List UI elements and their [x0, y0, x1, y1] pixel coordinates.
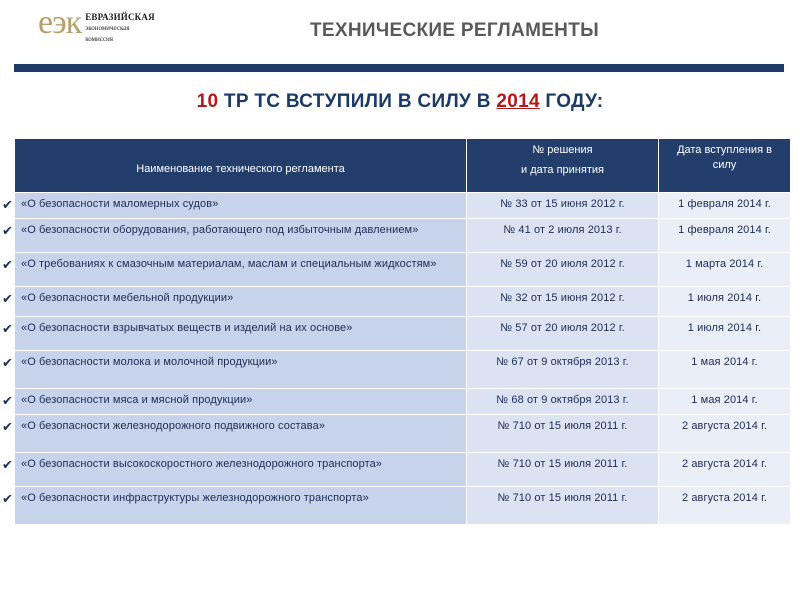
table-row	[15, 287, 791, 317]
regulation-name: «О безопасности мебельной продукции»	[21, 292, 234, 304]
effective-date-cell: 2 августа 2014 г.	[659, 453, 791, 487]
table-row	[15, 193, 791, 219]
regulation-name: «О безопасности маломерных судов»	[21, 198, 219, 210]
logo-text	[85, 12, 155, 45]
regulation-name-cell	[2, 389, 467, 415]
regulation-name-cell	[2, 453, 467, 487]
subtitle-count: 10	[196, 91, 219, 112]
effective-date-cell: 1 июля 2014 г.	[659, 287, 791, 317]
logo-line-1: ЕВРАЗИЙСКАЯ	[85, 12, 155, 22]
regulation-name-cell	[2, 287, 467, 317]
decision-cell: № 41 от 2 июля 2013 г.	[467, 219, 659, 253]
table-row	[15, 453, 791, 487]
regulations-table	[2, 138, 791, 525]
effective-date-cell: 1 мая 2014 г.	[659, 351, 791, 389]
regulation-name-cell	[2, 317, 467, 351]
subtitle-year: 2014	[496, 91, 540, 112]
logo-line-3: комиссия	[85, 35, 113, 43]
regulation-name-cell	[2, 415, 467, 453]
header-decision-line-2: и дата принятия	[521, 164, 604, 176]
header-divider	[14, 64, 784, 72]
header-decision-line-1: № решения	[532, 144, 593, 156]
decision-cell: № 710 от 15 июля 2011 г.	[467, 415, 659, 453]
effective-date-cell: 2 августа 2014 г.	[659, 415, 791, 453]
decision-cell: № 33 от 15 июня 2012 г.	[467, 193, 659, 219]
table-row	[15, 253, 791, 287]
decision-cell: № 710 от 15 июля 2011 г.	[467, 453, 659, 487]
table-row	[15, 317, 791, 351]
checkmark-icon: ✔	[2, 457, 13, 472]
table-row	[15, 415, 791, 453]
table-row	[15, 351, 791, 389]
regulation-name-cell	[2, 219, 467, 253]
checkmark-icon: ✔	[2, 291, 13, 306]
regulation-name: «О безопасности железнодорожного подвижного состава»	[21, 420, 326, 432]
decision-cell: № 32 от 15 июня 2012 г.	[467, 287, 659, 317]
regulation-name-cell	[2, 193, 467, 219]
regulation-name: «О безопасности инфраструктуры железнодорожного транспорта»	[21, 492, 369, 504]
header-effective-line-1: Дата вступления в	[677, 144, 772, 156]
subtitle-text-after: ГОДУ:	[539, 91, 604, 112]
checkmark-icon: ✔	[2, 197, 13, 212]
decision-cell: № 57 от 20 июля 2012 г.	[467, 317, 659, 351]
regulation-name: «О безопасности взрывчатых веществ и изделий на их основе»	[21, 322, 353, 334]
table-row	[15, 219, 791, 253]
checkmark-icon: ✔	[2, 355, 13, 370]
effective-date-cell: 1 февраля 2014 г.	[659, 193, 791, 219]
header-name: Наименование технического регламента	[15, 139, 467, 193]
checkmark-icon: ✔	[2, 419, 13, 434]
regulation-name: «О безопасности мяса и мясной продукции»	[21, 394, 253, 406]
effective-date-cell: 1 июля 2014 г.	[659, 317, 791, 351]
decision-cell: № 710 от 15 июля 2011 г.	[467, 487, 659, 525]
logo-line-2: экономическая	[85, 24, 130, 32]
table-row	[15, 389, 791, 415]
regulation-name: «О безопасности молока и молочной продукции»	[21, 356, 278, 368]
effective-date-cell: 1 февраля 2014 г.	[659, 219, 791, 253]
checkmark-icon: ✔	[2, 321, 13, 336]
page-title: ТЕХНИЧЕСКИЕ РЕГЛАМЕНТЫ	[310, 20, 600, 41]
eek-logo	[38, 4, 155, 45]
checkmark-icon: ✔	[2, 491, 13, 506]
decision-cell: № 59 от 20 июля 2012 г.	[467, 253, 659, 287]
table-row	[15, 487, 791, 525]
regulation-name-cell	[2, 487, 467, 525]
regulation-name: «О безопасности оборудования, работающего под избыточным давлением»	[21, 224, 419, 236]
regulation-name-cell	[2, 253, 467, 287]
decision-cell: № 68 от 9 октября 2013 г.	[467, 389, 659, 415]
effective-date-cell: 1 марта 2014 г.	[659, 253, 791, 287]
table-header-row	[15, 139, 791, 193]
regulation-name: «О безопасности высокоскоростного железнодорожного транспорта»	[21, 458, 383, 470]
subtitle-text-before: ТР ТС ВСТУПИЛИ В СИЛУ В	[218, 91, 497, 112]
checkmark-icon: ✔	[2, 393, 13, 408]
decision-cell: № 67 от 9 октября 2013 г.	[467, 351, 659, 389]
header-effective	[659, 139, 791, 193]
checkmark-icon: ✔	[2, 223, 13, 238]
slide-subtitle	[0, 91, 800, 113]
checkmark-icon: ✔	[2, 257, 13, 272]
header-decision	[467, 139, 659, 193]
logo-mark: еэк	[38, 4, 82, 41]
header-effective-line-2: силу	[712, 159, 737, 171]
effective-date-cell: 2 августа 2014 г.	[659, 487, 791, 525]
regulation-name: «О требованиях к смазочным материалам, маслам и специальным жидкостям»	[21, 258, 437, 270]
effective-date-cell: 1 мая 2014 г.	[659, 389, 791, 415]
regulation-name-cell	[2, 351, 467, 389]
